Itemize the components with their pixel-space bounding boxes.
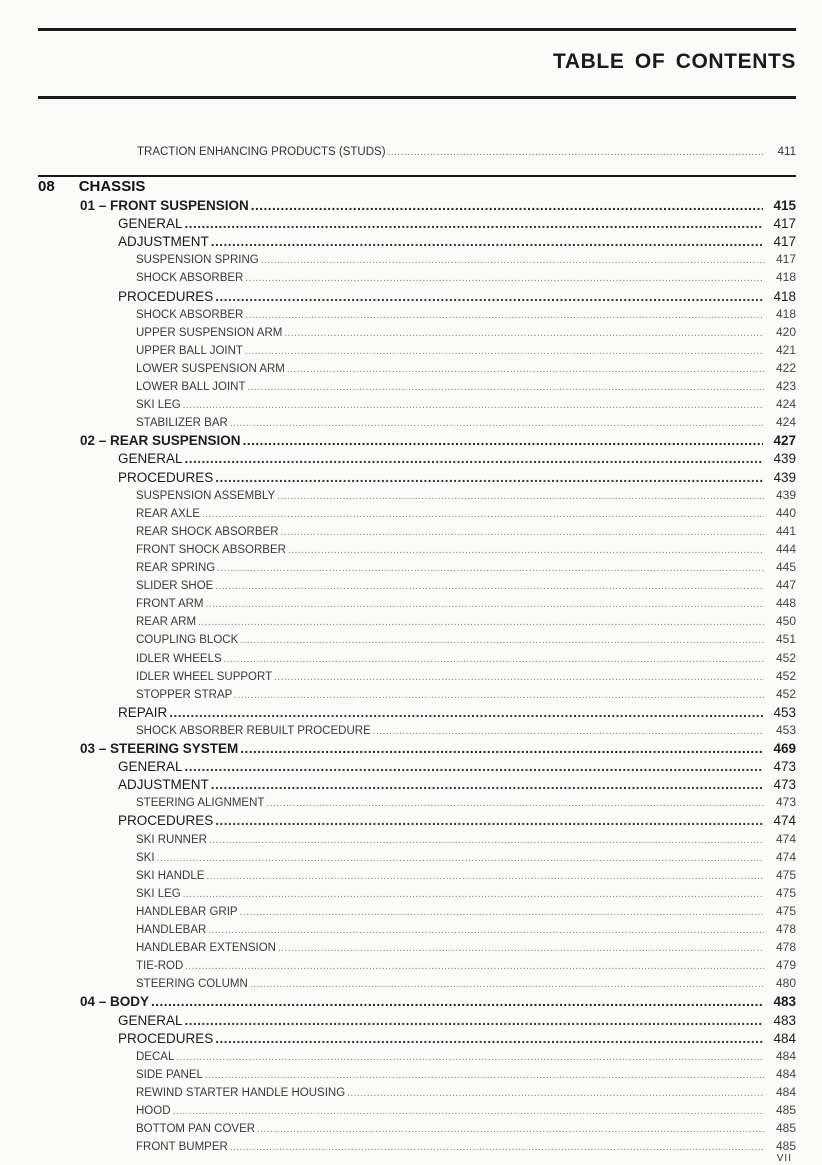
toc-entry-label: STEERING COLUMN [136, 978, 248, 991]
dot-leader [243, 433, 764, 448]
toc-entry-label: 04 – BODY [80, 994, 150, 1010]
toc-entry-page: 474 [775, 831, 796, 846]
toc-entry-label: SHOCK ABSORBER [136, 272, 244, 285]
toc-entry-label: UPPER BALL JOINT [136, 344, 243, 357]
toc-entry-sub[interactable] [0, 886, 796, 904]
toc-entry-page: 469 [773, 741, 796, 756]
dot-leader [347, 1088, 764, 1099]
toc-entry-page: 473 [773, 759, 796, 775]
dot-leader [183, 400, 764, 411]
toc-entry-label: IDLER WHEELS [136, 652, 222, 665]
dot-leader [388, 147, 764, 158]
toc-entry-chap[interactable] [0, 741, 796, 759]
dot-leader [217, 563, 764, 574]
toc-entry-label: 03 – STEERING SYSTEM [80, 741, 239, 756]
toc-entry-label: 02 – REAR SUSPENSION [80, 433, 241, 449]
toc-entry-preface[interactable] [0, 146, 796, 164]
toc-entry-sect[interactable] [0, 759, 796, 777]
toc-entry-page: 417 [773, 234, 796, 250]
toc-entry-label: ADJUSTMENT [118, 234, 209, 250]
toc-entry-label: REAR SPRING [136, 562, 216, 574]
toc-entry-page: 420 [775, 324, 796, 339]
dot-leader [266, 798, 764, 809]
toc-entry-page: 439 [773, 451, 796, 467]
toc-entry-label: REPAIR [118, 704, 168, 720]
toc-entry-sub[interactable] [0, 560, 796, 578]
toc-entry-page: 423 [775, 379, 796, 393]
toc-entry-page: 452 [775, 650, 796, 665]
dot-leader [250, 979, 764, 990]
part-title: CHASSIS [78, 178, 146, 195]
toc-entry-page: 474 [775, 849, 796, 864]
toc-entry-page: 441 [775, 523, 796, 538]
toc-entry-sub[interactable] [0, 1085, 796, 1103]
toc-entry-label: SKI LEG [136, 399, 181, 412]
toc-entry-label: SKI LEG [136, 887, 181, 900]
toc-entry-sub[interactable] [0, 578, 796, 596]
dot-leader [215, 1031, 763, 1046]
toc-entry-label: SKI HANDLE [136, 869, 205, 882]
toc-entry-sub[interactable] [0, 524, 796, 542]
toc-entry-sect[interactable] [0, 1031, 796, 1049]
toc-entry-page: 452 [775, 668, 796, 683]
toc-entry-label: COUPLING BLOCK [136, 634, 239, 647]
dot-leader [281, 527, 764, 538]
toc-entry-sub[interactable] [0, 723, 796, 741]
toc-entry-page: 424 [775, 397, 796, 412]
toc-entry-label: HANDLEBAR EXTENSION [136, 942, 276, 955]
dot-leader [215, 289, 763, 304]
toc-entry-page: 485 [775, 1103, 796, 1117]
toc-entry-page: 473 [775, 795, 796, 810]
dot-leader [211, 234, 764, 249]
dot-leader [215, 470, 763, 485]
toc-entry-sect[interactable] [0, 1013, 796, 1031]
toc-entry-label: LOWER SUSPENSION ARM [136, 362, 285, 375]
dot-leader [215, 813, 763, 828]
toc-entry-chap[interactable] [0, 994, 796, 1012]
dot-leader [208, 925, 764, 936]
toc-entry-page: 418 [775, 306, 796, 321]
dot-leader [234, 690, 764, 701]
toc-entry-page: 483 [773, 1012, 796, 1028]
dot-leader [240, 741, 763, 756]
toc-entry-sect[interactable] [0, 777, 796, 795]
toc-entry-sub[interactable] [0, 868, 796, 886]
toc-entry-page: 418 [775, 270, 796, 285]
toc-entry-label: SKI RUNNER [136, 833, 207, 846]
toc-entry-label: REWIND STARTER HANDLE HOUSING [136, 1086, 346, 1099]
toc-entry-page: 452 [775, 686, 796, 701]
dot-leader [261, 255, 764, 266]
dot-leader [240, 907, 764, 918]
toc-entry-label: PROCEDURES [118, 469, 214, 485]
toc-entry-page: 483 [773, 994, 796, 1010]
toc-entry-sub[interactable] [0, 940, 796, 958]
toc-entry-label: STABILIZER BAR [136, 417, 228, 430]
toc-entry-chap[interactable] [0, 198, 796, 216]
dot-leader [151, 994, 763, 1009]
toc-entry-label: TIE-ROD [136, 960, 184, 973]
toc-entry-page: 447 [775, 578, 796, 593]
toc-entry-label: SHOCK ABSORBER [136, 308, 244, 321]
dot-leader [245, 310, 764, 321]
toc-entry-page: 480 [775, 976, 796, 991]
toc-entry-sect[interactable] [0, 216, 796, 234]
toc-entry-label: GENERAL [118, 1012, 183, 1028]
toc-entry-sect[interactable] [0, 289, 796, 307]
toc-entry-page: 475 [775, 903, 796, 918]
toc-entry-sub[interactable] [0, 958, 796, 976]
dot-leader [185, 216, 764, 231]
toc-entry-sub[interactable] [0, 614, 796, 632]
toc-entry-sect[interactable] [0, 470, 796, 488]
toc-entry-label: FRONT BUMPER [136, 1141, 228, 1154]
toc-entry-page: 421 [775, 342, 796, 357]
toc-entry-sub[interactable] [0, 379, 796, 397]
toc-entry-sub[interactable] [0, 343, 796, 361]
toc-entry-label: GENERAL [118, 451, 183, 467]
toc-entry-sub[interactable] [0, 542, 796, 560]
toc-entry-sub[interactable] [0, 361, 796, 379]
toc-entry-page: 444 [775, 541, 796, 556]
toc-entry-label: REAR ARM [136, 616, 197, 629]
toc-entry-label: SLIDER SHOE [136, 580, 214, 593]
toc-entry-page: 417 [773, 216, 796, 232]
dot-leader [284, 328, 764, 339]
toc-entry-label: SUSPENSION ASSEMBLY [136, 489, 276, 502]
dot-leader [230, 418, 764, 429]
dot-leader [202, 509, 764, 520]
toc-entry-page: 451 [775, 632, 796, 647]
dot-leader [176, 1052, 764, 1063]
toc-entry-label: UPPER SUSPENSION ARM [136, 326, 283, 339]
toc-entry-sub[interactable] [0, 1139, 796, 1157]
toc-entry-label: ADJUSTMENT [118, 777, 209, 793]
dot-leader [211, 777, 764, 792]
toc-entry-sub[interactable] [0, 506, 796, 524]
page-title: TABLE OF CONTENTS [553, 50, 796, 73]
dot-leader [245, 346, 764, 357]
toc-entry-label: GENERAL [118, 216, 183, 232]
toc-entry-label: PROCEDURES [118, 1030, 214, 1046]
toc-entry-sub[interactable] [0, 488, 796, 506]
toc-entry-page: 473 [773, 777, 796, 793]
dot-leader [278, 943, 764, 954]
dot-leader [277, 491, 764, 502]
dot-leader [198, 617, 764, 628]
toc-entry-page: 453 [775, 722, 796, 737]
toc-entry-label: HANDLEBAR GRIP [136, 905, 238, 918]
toc-entry-sub[interactable] [0, 415, 796, 433]
toc-entry-label: 01 – FRONT SUSPENSION [80, 198, 249, 213]
toc-entry-label: DECAL [136, 1050, 175, 1063]
toc-entry-page: 478 [775, 922, 796, 936]
toc-entry-sub[interactable] [0, 976, 796, 994]
toc-entry-sect[interactable] [0, 705, 796, 723]
toc-entry-label: GENERAL [118, 759, 183, 775]
toc-entry-sub[interactable] [0, 252, 796, 270]
toc-entry-page: 485 [775, 1121, 796, 1136]
toc-entry-label: TRACTION ENHANCING PRODUCTS (STUDS) [137, 146, 386, 158]
toc-entry-page: 484 [775, 1048, 796, 1063]
toc-entry-page: 422 [775, 360, 796, 375]
toc-entry-page: 439 [775, 487, 796, 502]
toc-entry-label: PROCEDURES [118, 288, 214, 304]
dot-leader [183, 889, 764, 900]
toc-entry-sect[interactable] [0, 813, 796, 831]
dot-leader [206, 871, 764, 882]
toc-entry-page: 478 [775, 940, 796, 955]
toc-entry-chap[interactable] [0, 433, 796, 451]
dot-leader [209, 835, 764, 846]
part-number: 08 [38, 178, 55, 195]
toc-entry-sub[interactable] [0, 1049, 796, 1067]
dot-leader [373, 726, 764, 737]
toc-entry-page: 411 [777, 146, 796, 158]
toc-entry-label: BOTTOM PAN COVER [136, 1123, 256, 1136]
dot-leader [245, 273, 764, 284]
toc-entry-label: REAR AXLE [136, 507, 200, 520]
section-rule [38, 175, 796, 177]
toc-entry-sub[interactable] [0, 307, 796, 325]
dot-leader [274, 672, 764, 683]
page-folio: VII [776, 1153, 792, 1164]
toc-entry-label: SKI [136, 851, 155, 864]
toc-entry-label: STEERING ALIGNMENT [136, 797, 265, 810]
toc-entry-label: HANDLEBAR [136, 924, 207, 936]
dot-leader [288, 545, 764, 556]
dot-leader [224, 654, 764, 665]
toc-entry-sub[interactable] [0, 397, 796, 415]
toc-entry-label: HOOD [136, 1105, 171, 1117]
toc-entry-sub[interactable] [0, 270, 796, 288]
toc-entry-label: FRONT SHOCK ABSORBER [136, 543, 286, 556]
dot-leader [173, 1106, 765, 1117]
toc-entry-label: SHOCK ABSORBER REBUILT PROCEDURE [136, 724, 371, 737]
toc-entry-label: IDLER WHEEL SUPPORT [136, 670, 273, 683]
dot-leader [169, 705, 763, 720]
toc-entry-sub[interactable] [0, 795, 796, 813]
toc-entry-page: 445 [775, 560, 796, 574]
header-bottom-rule [38, 96, 796, 99]
toc-entry-page: 484 [775, 1084, 796, 1099]
dot-leader [185, 961, 764, 972]
toc-entry-page: 440 [775, 505, 796, 520]
dot-leader [230, 1142, 764, 1153]
toc-entry-page: 474 [773, 813, 796, 829]
dot-leader [215, 581, 764, 592]
toc-entry-page: 485 [775, 1139, 796, 1154]
toc-entry-page: 417 [775, 252, 796, 267]
toc-entry-sub[interactable] [0, 922, 796, 940]
dot-leader [257, 1124, 764, 1135]
toc-entry-page: 418 [773, 288, 796, 304]
toc-entry-page: 448 [775, 596, 796, 611]
toc-entry-sect[interactable] [0, 451, 796, 469]
toc-entry-label: REAR SHOCK ABSORBER [136, 525, 279, 538]
dot-leader [157, 853, 764, 864]
toc-entry-label: SUSPENSION SPRING [136, 254, 259, 267]
dot-leader [185, 1013, 764, 1028]
header-top-rule [38, 28, 796, 31]
toc-entry-sub[interactable] [0, 687, 796, 705]
toc-entry-page: 479 [775, 958, 796, 973]
toc-entry-sub[interactable] [0, 904, 796, 922]
toc-entry-page: 484 [773, 1030, 796, 1046]
toc-entry-sub[interactable] [0, 651, 796, 669]
toc-entry-page: 453 [773, 704, 796, 720]
toc-entry-label: STOPPER STRAP [136, 688, 233, 701]
toc-entry-sub[interactable] [0, 1067, 796, 1085]
toc-entry-label: PROCEDURES [118, 813, 214, 829]
part-heading [38, 178, 145, 195]
dot-leader [205, 1070, 764, 1081]
toc-entry-page: 475 [775, 867, 796, 882]
toc-entry-sub[interactable] [0, 832, 796, 850]
dot-leader [206, 599, 764, 610]
toc-entry-sub[interactable] [0, 669, 796, 687]
toc-entry-page: 439 [773, 469, 796, 485]
toc-entry-sub[interactable] [0, 850, 796, 868]
toc-entry-page: 427 [773, 433, 796, 449]
toc-entry-sub[interactable] [0, 1103, 796, 1121]
toc-entry-label: SIDE PANEL [136, 1068, 203, 1081]
toc-entry-sect[interactable] [0, 234, 796, 252]
toc-entry-label: LOWER BALL JOINT [136, 381, 246, 393]
toc-entry-sub[interactable] [0, 632, 796, 650]
toc-entry-page: 475 [775, 885, 796, 900]
toc-entry-page: 415 [773, 198, 796, 213]
toc-entry-page: 484 [775, 1066, 796, 1081]
dot-leader [185, 451, 764, 466]
dot-leader [287, 364, 764, 375]
toc-entry-label: FRONT ARM [136, 598, 204, 611]
dot-leader [185, 759, 764, 774]
toc-entry-sub[interactable] [0, 1121, 796, 1139]
toc-entry-sub[interactable] [0, 596, 796, 614]
toc-entry-page: 450 [775, 614, 796, 629]
toc-entry-sub[interactable] [0, 325, 796, 343]
dot-leader [240, 635, 764, 646]
toc-entry-page: 424 [775, 415, 796, 430]
dot-leader [251, 198, 764, 213]
dot-leader [248, 382, 765, 393]
